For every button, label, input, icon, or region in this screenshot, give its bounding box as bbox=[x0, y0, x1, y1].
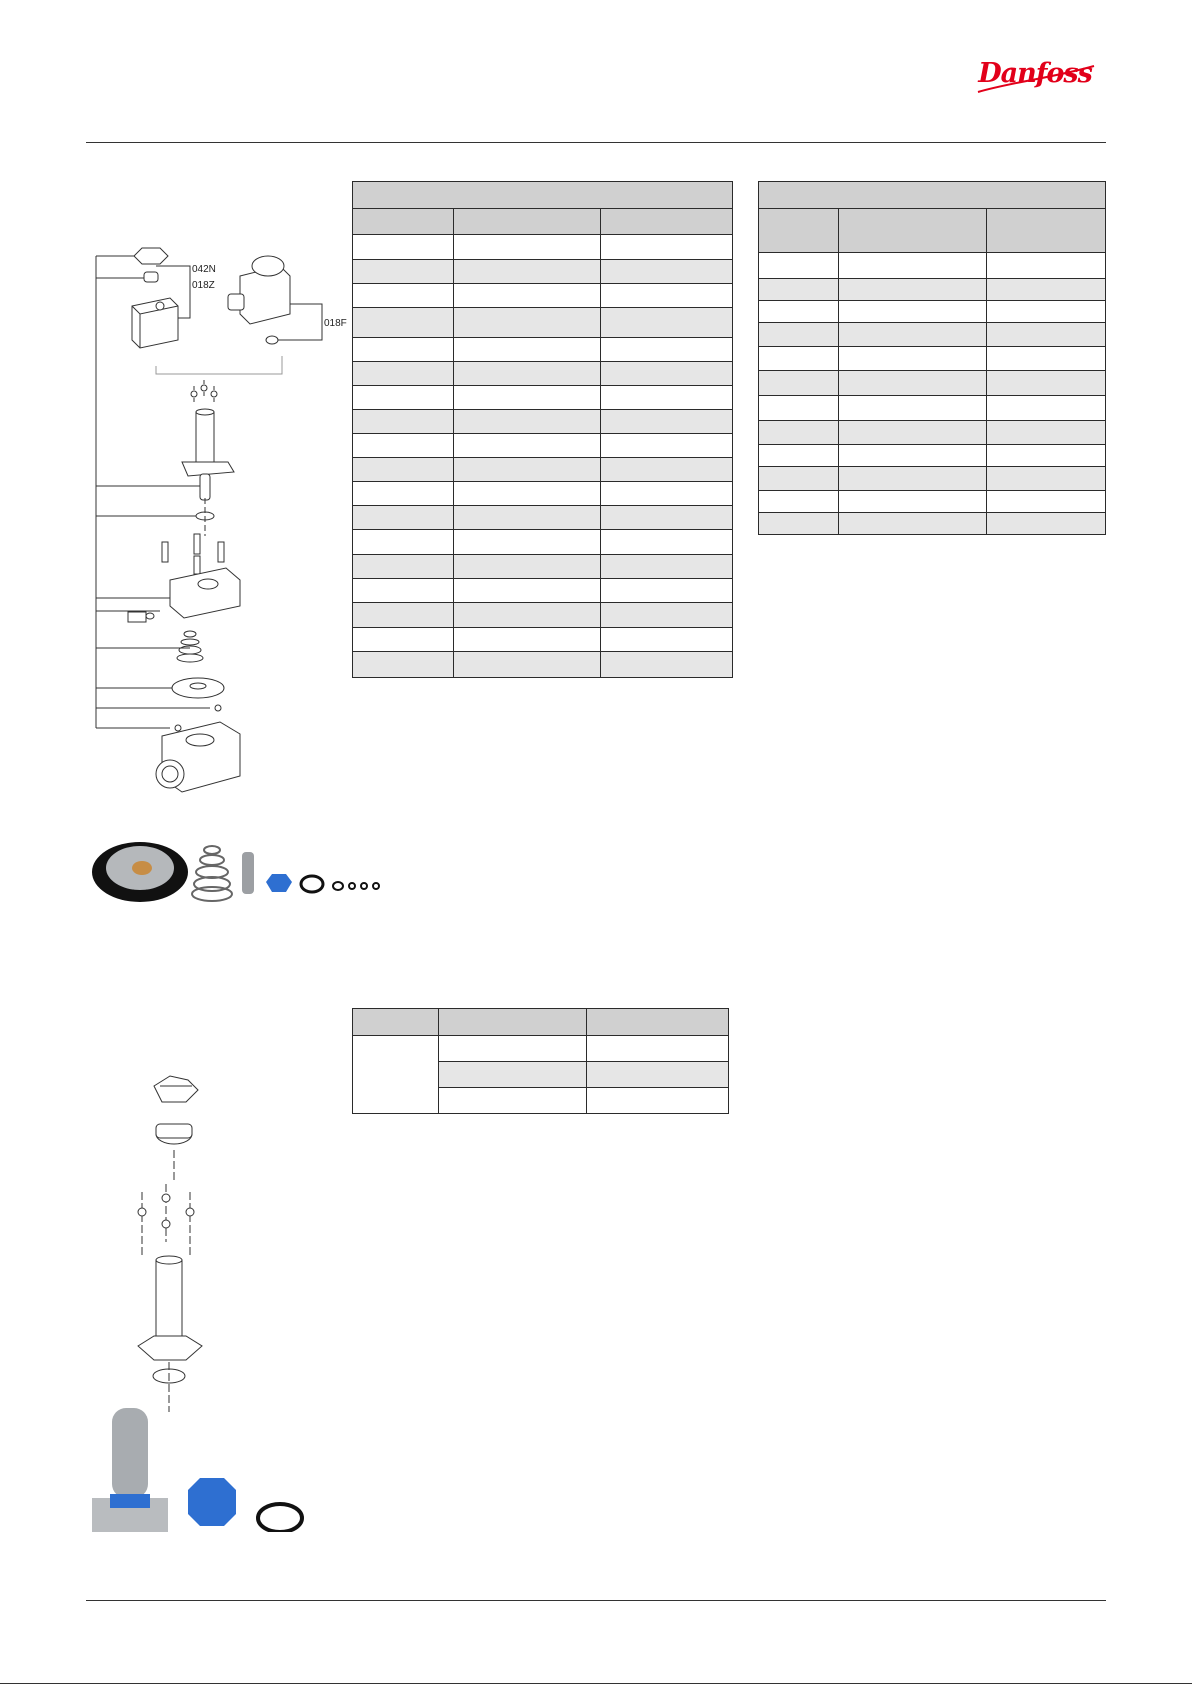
valve-exploded-drawing bbox=[90, 236, 350, 806]
table-row bbox=[759, 513, 1106, 535]
col-header bbox=[439, 1009, 587, 1036]
table-row bbox=[353, 284, 733, 308]
table-row bbox=[353, 1036, 729, 1062]
kit-table bbox=[352, 1008, 729, 1114]
table-row bbox=[353, 235, 733, 260]
table-row bbox=[353, 338, 733, 362]
col-header bbox=[601, 209, 733, 235]
table-row bbox=[353, 386, 733, 410]
table-row bbox=[759, 421, 1106, 445]
col-header bbox=[353, 209, 454, 235]
blue-cap-icon bbox=[266, 874, 292, 892]
table-row bbox=[759, 347, 1106, 371]
plunger-photo-icon bbox=[242, 852, 254, 894]
table-row bbox=[353, 530, 733, 555]
table-row bbox=[353, 652, 733, 678]
o-ring-large-icon bbox=[301, 876, 323, 892]
col-header bbox=[759, 209, 839, 253]
table-row bbox=[759, 253, 1106, 279]
table-row bbox=[353, 603, 733, 628]
table-row bbox=[759, 396, 1106, 421]
armature-kit-drawing bbox=[130, 1072, 230, 1412]
col-header bbox=[454, 209, 601, 235]
table-row bbox=[353, 506, 733, 530]
table-row bbox=[353, 434, 733, 458]
table-title-cell bbox=[759, 182, 1106, 209]
bonnet-icon bbox=[170, 568, 240, 618]
tube-photo-icon bbox=[112, 1408, 148, 1498]
table-row bbox=[353, 482, 733, 506]
nut-icon bbox=[154, 1076, 198, 1102]
table-title-cell bbox=[353, 182, 733, 209]
table-row bbox=[759, 323, 1106, 347]
table-row bbox=[759, 467, 1106, 491]
table-row bbox=[759, 279, 1106, 301]
parts-table-right bbox=[758, 181, 1106, 535]
table-row bbox=[759, 371, 1106, 396]
coil-icon bbox=[132, 298, 178, 348]
table-row bbox=[353, 628, 733, 652]
footer-rule bbox=[86, 1600, 1106, 1601]
diaphragm-kit-photo bbox=[90, 838, 390, 908]
table-row bbox=[759, 445, 1106, 467]
spring-photo-icon bbox=[192, 846, 232, 901]
header-rule bbox=[86, 142, 1106, 143]
table-row bbox=[353, 458, 733, 482]
coil-connector-icon bbox=[228, 256, 290, 344]
armature-tube-icon bbox=[156, 1260, 182, 1340]
blue-cap-photo-icon bbox=[188, 1478, 236, 1526]
o-ring-photo-icon bbox=[258, 1504, 302, 1532]
parts-table-left bbox=[352, 181, 733, 678]
armature-tube-icon bbox=[182, 409, 234, 476]
col-header bbox=[587, 1009, 729, 1036]
nut-icon bbox=[134, 248, 168, 282]
table-row bbox=[353, 555, 733, 579]
callout-042n: 042N bbox=[192, 264, 216, 275]
callout-018f: 018F bbox=[324, 318, 347, 329]
armature-kit-photo bbox=[88, 1402, 318, 1532]
valve-body-icon bbox=[156, 722, 240, 792]
table-row bbox=[353, 260, 733, 284]
col-header bbox=[353, 1009, 439, 1036]
logo-wordmark: Danfoss bbox=[978, 58, 1092, 89]
col-header bbox=[987, 209, 1106, 253]
table-row bbox=[353, 410, 733, 434]
callout-018z: 018Z bbox=[192, 280, 215, 291]
plug-screw-icon bbox=[128, 612, 154, 622]
col-header bbox=[839, 209, 987, 253]
plunger-icon bbox=[200, 474, 210, 500]
table-row bbox=[759, 491, 1106, 513]
table-row bbox=[353, 308, 733, 338]
table-row bbox=[353, 362, 733, 386]
diaphragm-icon bbox=[172, 678, 224, 698]
spring-icon bbox=[177, 631, 203, 662]
screw-icon bbox=[138, 1208, 146, 1216]
table-row bbox=[759, 301, 1106, 323]
table-row bbox=[353, 579, 733, 603]
danfoss-logo bbox=[972, 52, 1098, 102]
bottom-rule bbox=[0, 1683, 1192, 1684]
